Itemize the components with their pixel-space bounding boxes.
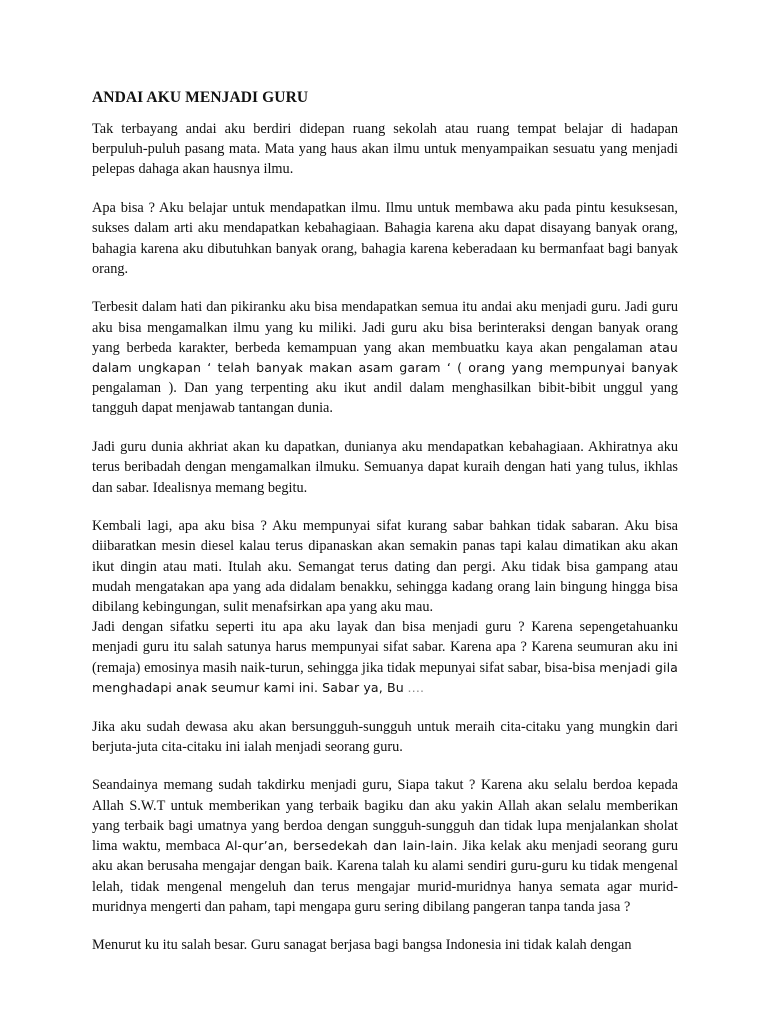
paragraph-8: [92, 775, 678, 916]
paragraph-6: [92, 617, 678, 698]
paragraph-8-alt-font-segment: Al-qur’an, bersedekah dan lain-lain.: [225, 838, 458, 854]
paragraph-5: Kembali lagi, apa aku bisa ? Aku mempunyai sifat kurang sabar bahkan tidak sabaran. Aku bisa diibaratkan mesin diesel kalau terus dipanaskan akan semakin panas tapi kalau dimatikan aku akan ikut dingin atau mati. Itulah aku. Semangat terus dating dan pergi. Aku tidak bisa gampang atau mudah mengatakan apa yang ada didalam benakku, sehingga kadang orang lain bingung hingga bisa dibilang kebingungan, sulit menafsirkan apa yang aku mau.: [92, 518, 678, 616]
paragraph-3-text-a: Terbesit dalam hati dan pikiranku aku bisa mendapatkan semua itu andai aku menjadi guru. Jadi guru aku bisa mengamalkan ilmu yang ku miliki. Jadi guru aku bisa berinteraksi dengan banyak orang yang berbeda karakter, berbeda kemampuan yang akan membuatku kaya akan pengalaman: [92, 299, 678, 356]
paragraph-7: Jika aku sudah dewasa aku akan bersungguh-sungguh untuk meraih cita-citaku yang mungkin dari berjuta-juta cita-citaku ini ialah menjadi seorang guru.: [92, 718, 678, 755]
paragraph-4: Jadi guru dunia akhriat akan ku dapatkan, dunianya aku mendapatkan kebahagiaan. Akhiratnya aku terus beribadah dengan mengamalkan ilmuku. Semuanya dapat kuraih dengan hati yang tulus, ikhlas dan sabar. Idealisnya memang begitu.: [92, 439, 678, 496]
document-page: [92, 88, 678, 974]
paragraph-6-alt-font-segment: menjadi gila menghadapi anak seumur kami ini. Sabar ya, Bu: [92, 659, 678, 695]
paragraph-3: [92, 297, 678, 418]
paragraph-6-text-a: Jadi dengan sifatku seperti itu apa aku layak dan bisa menjadi guru ? Karena sepengetahuanku menjadi guru itu salah satunya harus mempunyai sifat sabar. Karena apa ? Karena seumuran aku ini (remaja) emosinya masih naik-turun, sehingga jika tidak mepunyai sifat sabar, bisa-bisa: [92, 619, 678, 676]
paragraph-9: Menurut ku itu salah besar. Guru sanagat berjasa bagi bangsa Indonesia ini tidak kalah dengan: [92, 937, 632, 954]
paragraph-8-text-a: Seandainya memang sudah takdirku menjadi guru, Siapa takut ? Karena aku selalu berdoa kepada Allah S.W.T untuk memberikan yang terbaik bagiku dan aku yakin Allah akan selalu memberikan yang terbaik bagi umatnya yang berdoa dengan sungguh-sungguh dan tidak lupa menjalankan sholat lima waktu, membaca: [92, 777, 678, 855]
paragraph-6-ellipsis: ….: [407, 679, 425, 695]
document-title: ANDAI AKU MENJADI GURU: [92, 89, 309, 106]
paragraph-3-alt-font-segment: atau dalam ungkapan ‘ telah banyak makan asam garam ‘ ( orang yang mempunyai banyak: [92, 339, 679, 376]
paragraph-3-text-c: pengalaman ). Dan yang terpenting aku ikut andil dalam menghasilkan bibit-bibit unggul yang tangguh dapat menjawab tantangan dunia.: [92, 380, 678, 417]
paragraph-8-text-c: Jika kelak aku menjadi seorang guru aku akan berusaha mengajar dengan baik. Karena talah ku alami sendiri guru-guru ku tidak mengenal lelah, tidak mengenal mengeluh dan terus mengajar murid-muridnya hanya semata agar murid-muridnya mengerti dan paham, tapi mengapa guru sering dibilang pangeran tanpa tanda jasa ?: [92, 838, 678, 915]
paragraph-1: Tak terbayang andai aku berdiri didepan ruang sekolah atau ruang tempat belajar di hadapan berpuluh-puluh pasang mata. Mata yang haus akan ilmu untuk menyampaikan sesuatu yang menjadi pelepas dahaga akan hausnya ilmu.: [92, 121, 678, 178]
paragraph-2: Apa bisa ? Aku belajar untuk mendapatkan ilmu. Ilmu untuk membawa aku pada pintu kesuksesan, sukses dalam arti aku mendapatkan kebahagiaan. Bahagia karena aku dapat disayang banyak orang, bahagia karena aku dibutuhkan banyak orang, bahagia karena keberadaan ku bermanfaat bagi banyak orang.: [92, 200, 678, 277]
